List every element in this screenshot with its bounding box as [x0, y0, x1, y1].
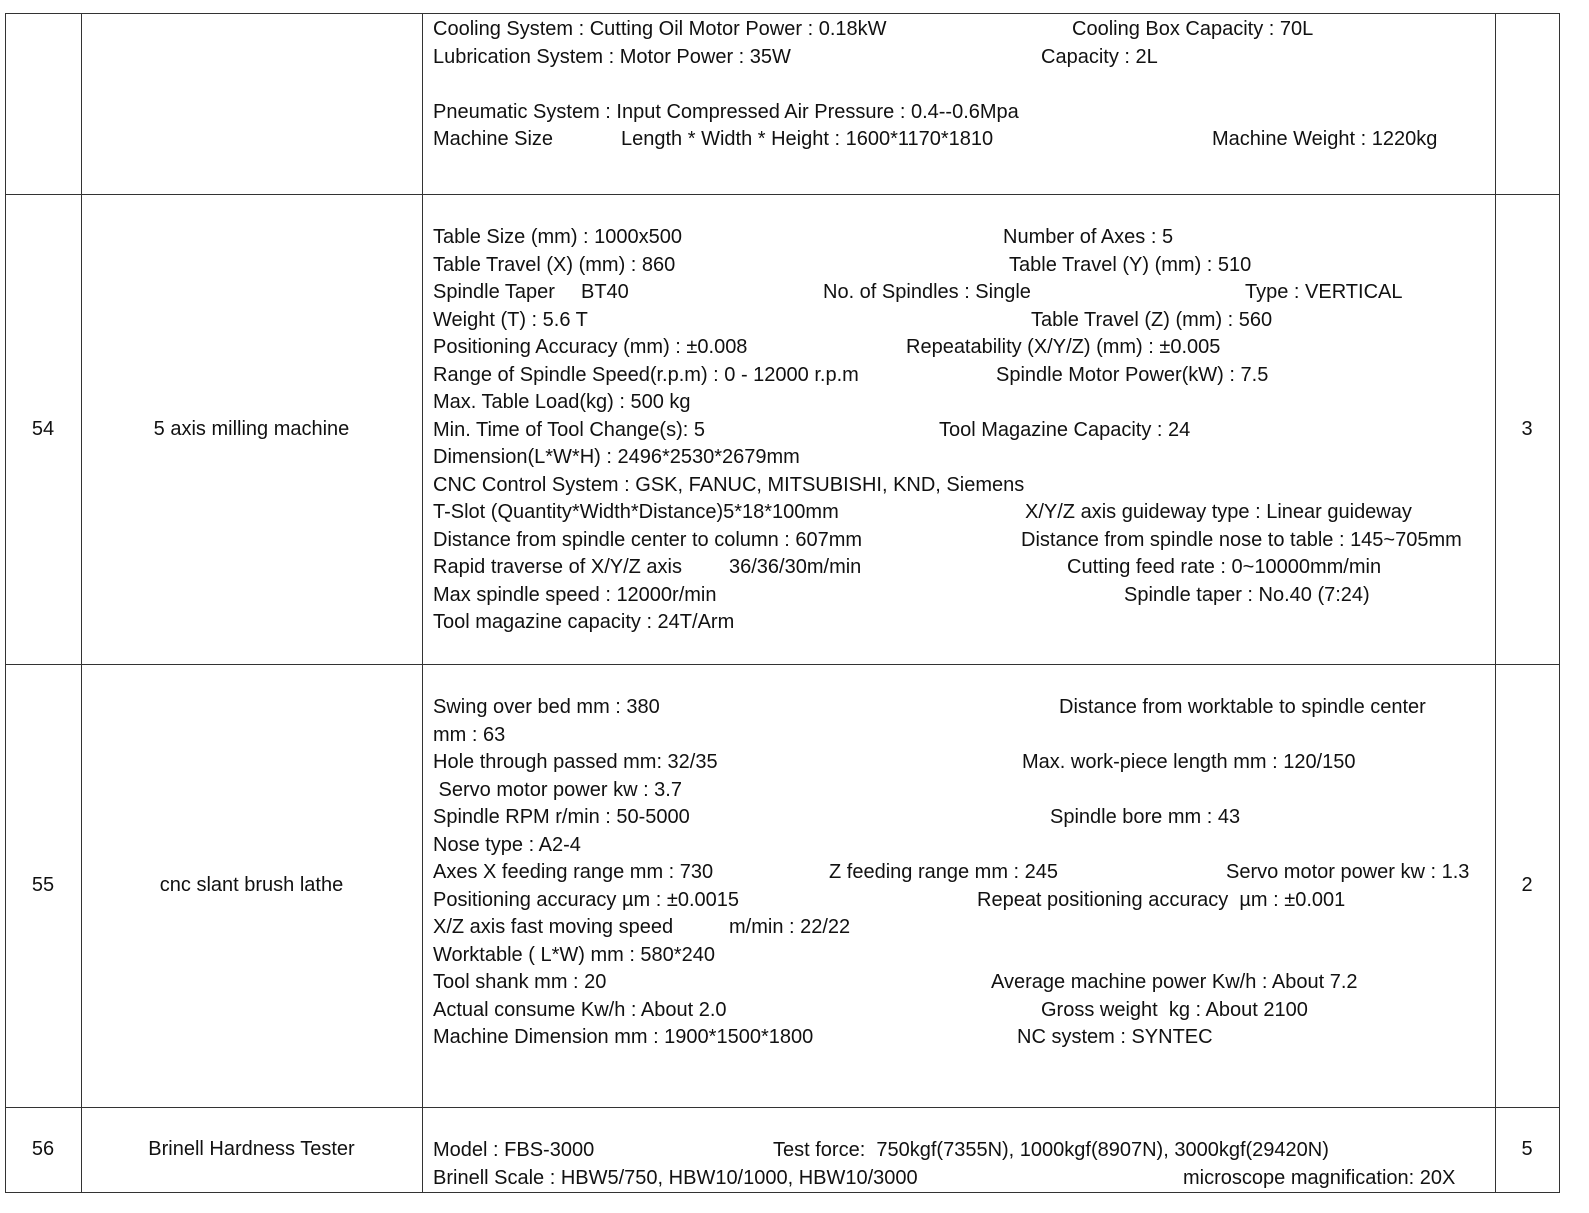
spec-text: Z feeding range mm : 245 — [829, 861, 1059, 883]
spec-text: Max spindle speed : 12000r/min — [433, 583, 717, 606]
spec-line — [433, 804, 1493, 832]
spec-text: Repeatability (X/Y/Z) (mm) : ±0.005 — [906, 336, 1221, 358]
spec-text: No. of Spindles : Single — [823, 281, 1031, 303]
spec-line — [433, 224, 1493, 252]
spec-text: Rapid traverse of X/Y/Z axis — [433, 556, 682, 578]
spec-text: Hole through passed mm: 32/35 — [433, 751, 718, 773]
spec-cell — [433, 1137, 1493, 1192]
spec-text: Gross weight kg : About 2100 — [1041, 998, 1308, 1021]
spec-text: Swing over bed mm : 380 — [433, 696, 660, 718]
spec-line — [433, 997, 1493, 1025]
spec-text: T-Slot (Quantity*Width*Distance)5*18*100mm — [433, 501, 839, 523]
spec-text: Machine Dimension mm : 1900*1500*1800 — [433, 1026, 814, 1048]
spec-text: Actual consume Kw/h : About 2.0 — [433, 998, 727, 1021]
spec-text: Dimension(L*W*H) : 2496*2530*2679mm — [433, 446, 800, 468]
spec-line — [433, 527, 1493, 555]
spec-text: Positioning accuracy µm : ±0.0015 — [433, 888, 739, 911]
spec-text: 36/36/30m/min — [729, 556, 862, 578]
spec-line — [433, 609, 1493, 637]
spec-text: Distance from spindle nose to table : 145~705mm — [1021, 528, 1462, 551]
spec-line — [433, 832, 1493, 860]
spec-text: NC system : SYNTEC — [1017, 1026, 1213, 1048]
spec-text: Length * Width * Height : 1600*1170*1810 — [621, 128, 994, 150]
spec-text: Table Size (mm) : 1000x500 — [433, 226, 683, 248]
spec-cell — [433, 694, 1493, 1052]
spec-text: Brinell Scale : HBW5/750, HBW10/1000, HBW10/3000 — [433, 1166, 918, 1189]
spec-text: BT40 — [581, 281, 629, 303]
spec-line — [433, 777, 1493, 805]
spec-line — [433, 334, 1493, 362]
spec-text: Axes X feeding range mm : 730 — [433, 861, 714, 883]
spec-line — [433, 1024, 1493, 1052]
spec-text: Cooling Box Capacity : 70L — [1072, 18, 1314, 40]
spec-line — [433, 444, 1493, 472]
spec-text: Pneumatic System : Input Compressed Air Pressure : 0.4--0.6Mpa — [433, 100, 1019, 123]
spec-text: Test force: 750kgf(7355N), 1000kgf(8907N), 3000kgf(29420N) — [773, 1139, 1329, 1161]
spec-text: mm : 63 — [433, 723, 506, 746]
spec-line — [433, 969, 1493, 997]
spec-text: Machine Weight : 1220kg — [1212, 128, 1438, 150]
spec-text: Range of Spindle Speed(r.p.m) : 0 - 12000 r.p.m — [433, 363, 859, 386]
row-number: 54 — [31, 417, 55, 440]
spec-line — [433, 99, 1493, 127]
spec-line — [433, 417, 1493, 445]
spec-line — [433, 694, 1493, 722]
spec-line — [433, 887, 1493, 915]
spec-line — [433, 499, 1493, 527]
spec-text: Table Travel (X) (mm) : 860 — [433, 253, 676, 276]
spec-text: Servo motor power kw : 3.7 — [433, 778, 682, 801]
spec-cell — [433, 224, 1493, 637]
spec-line — [433, 362, 1493, 390]
row-number: 56 — [31, 1138, 55, 1160]
spec-text: Spindle bore mm : 43 — [1050, 806, 1241, 828]
spec-text: Average machine power Kw/h : About 7.2 — [991, 971, 1358, 993]
spec-text: Min. Time of Tool Change(s): 5 — [433, 418, 705, 441]
item-name — [81, 13, 422, 194]
spec-line — [433, 279, 1493, 307]
spec-text: Distance from spindle center to column : 607mm — [433, 528, 863, 551]
spec-cell — [433, 16, 1493, 154]
spec-text: Cutting feed rate : 0~10000mm/min — [1067, 556, 1382, 578]
spec-text: microscope magnification: 20X — [1183, 1166, 1456, 1189]
spec-line — [433, 16, 1493, 44]
spec-text: Repeat positioning accuracy µm : ±0.001 — [977, 888, 1346, 911]
spec-line — [433, 389, 1493, 417]
quantity — [1495, 13, 1559, 194]
column-divider — [422, 13, 423, 1193]
spec-text: Max. Table Load(kg) : 500 kg — [433, 391, 691, 413]
item-name: 5 axis milling machine — [153, 417, 350, 440]
spec-text: X/Z axis fast moving speed — [433, 916, 674, 938]
spec-text: X/Y/Z axis guideway type : Linear guideway — [1025, 501, 1412, 523]
item-name: Brinell Hardness Tester — [148, 1138, 355, 1160]
table-border-right — [1559, 13, 1560, 1193]
spec-line — [433, 749, 1493, 777]
spec-text: Servo motor power kw : 1.3 — [1226, 861, 1470, 883]
spec-text: Number of Axes : 5 — [1003, 226, 1174, 248]
quantity: 3 — [1521, 417, 1533, 440]
spec-text: Positioning Accuracy (mm) : ±0.008 — [433, 336, 748, 358]
table-border-bottom — [5, 1192, 1559, 1193]
item-name: cnc slant brush lathe — [159, 874, 344, 896]
spec-text: Type : VERTICAL — [1245, 281, 1403, 303]
spec-line — [433, 126, 1493, 154]
spec-line — [433, 859, 1493, 887]
spec-text: Lubrication System : Motor Power : 35W — [433, 45, 791, 68]
spec-line — [433, 722, 1493, 750]
spec-text: Machine Size — [433, 128, 554, 150]
spec-text: Spindle Motor Power(kW) : 7.5 — [996, 363, 1269, 386]
spec-text: Spindle Taper — [433, 281, 555, 303]
spec-line — [433, 1137, 1493, 1165]
spec-text: Tool shank mm : 20 — [433, 971, 607, 993]
spec-text: m/min : 22/22 — [729, 916, 851, 938]
spec-line — [433, 554, 1493, 582]
spec-line — [433, 582, 1493, 610]
spec-text: Spindle taper : No.40 (7:24) — [1124, 583, 1370, 606]
spec-line — [433, 942, 1493, 970]
quantity: 5 — [1521, 1138, 1533, 1160]
spec-text: Model : FBS-3000 — [433, 1139, 595, 1161]
row-number — [5, 13, 81, 194]
spec-text: Max. work-piece length mm : 120/150 — [1022, 751, 1356, 773]
spec-text: Cooling System : Cutting Oil Motor Power : 0.18kW — [433, 18, 887, 40]
spec-text: Table Travel (Y) (mm) : 510 — [1009, 253, 1252, 276]
spec-text: Tool Magazine Capacity : 24 — [939, 418, 1191, 441]
spec-text: Distance from worktable to spindle center — [1059, 696, 1426, 718]
spec-text: Tool magazine capacity : 24T/Arm — [433, 611, 735, 633]
spec-text: Spindle RPM r/min : 50-5000 — [433, 806, 690, 828]
spec-line — [433, 252, 1493, 280]
spec-text: Nose type : A2-4 — [433, 833, 581, 856]
spec-text: Weight (T) : 5.6 T — [433, 308, 588, 331]
row-number: 55 — [31, 874, 55, 896]
spec-text: Capacity : 2L — [1041, 45, 1158, 68]
spec-text: Worktable ( L*W) mm : 580*240 — [433, 943, 715, 966]
spec-line — [433, 44, 1493, 72]
spec-line — [433, 71, 1493, 99]
spec-line — [433, 472, 1493, 500]
spec-text: CNC Control System : GSK, FANUC, MITSUBISHI, KND, Siemens — [433, 473, 1025, 496]
spec-line — [433, 914, 1493, 942]
spec-line — [433, 1165, 1493, 1193]
spec-text: Table Travel (Z) (mm) : 560 — [1031, 308, 1273, 331]
quantity: 2 — [1521, 874, 1533, 896]
spec-line — [433, 307, 1493, 335]
